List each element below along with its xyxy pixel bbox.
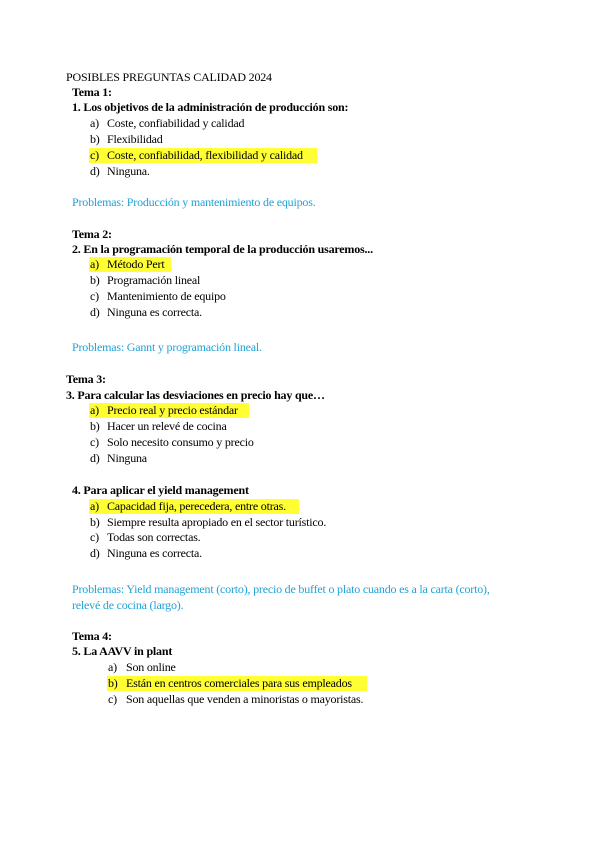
question-2: 2. En la programación temporal de la producción usaremos... <box>72 242 373 256</box>
question-5: 5. La AAVV in plant <box>72 644 173 658</box>
option-text: Siempre resulta apropiado en el sector turístico. <box>107 515 327 529</box>
option-letter: a) <box>108 660 117 674</box>
option-text: Programación lineal <box>107 273 201 287</box>
option-text: Método Pert <box>107 257 165 271</box>
option-letter: a) <box>90 116 99 130</box>
option-letter: b) <box>90 515 100 529</box>
option-letter: b) <box>90 132 100 146</box>
option-letter: d) <box>90 164 100 178</box>
option-letter: b) <box>90 273 100 287</box>
option-letter: c) <box>108 692 117 706</box>
option-letter: d) <box>90 451 100 465</box>
problems-tema-1: Problemas: Producción y mantenimiento de equipos. <box>72 195 316 209</box>
option-text: Solo necesito consumo y precio <box>107 435 254 449</box>
document-title: POSIBLES PREGUNTAS CALIDAD 2024 <box>66 70 272 84</box>
option-letter: d) <box>90 305 100 319</box>
option-letter: c) <box>90 435 99 449</box>
option-text: Coste, confiabilidad y calidad <box>107 116 245 130</box>
option-letter: c) <box>90 530 99 544</box>
question-4: 4. Para aplicar el yield management <box>72 483 249 497</box>
option-text: Ninguna es correcta. <box>107 305 202 319</box>
problems-tema-2: Problemas: Gannt y programación lineal. <box>72 340 262 354</box>
option-text: Flexibilidad <box>107 132 163 146</box>
option-text: Capacidad fija, perecedera, entre otras. <box>107 499 286 513</box>
section-heading-tema-2: Tema 2: <box>72 227 112 241</box>
section-heading-tema-4: Tema 4: <box>72 629 112 643</box>
option-text: Son aquellas que venden a minoristas o mayoristas. <box>126 692 364 706</box>
section-heading-tema-1: Tema 1: <box>72 85 112 99</box>
option-text: Ninguna. <box>107 164 150 178</box>
option-text: Son online <box>126 660 176 674</box>
option-letter: a) <box>90 499 99 513</box>
option-letter: b) <box>90 419 100 433</box>
option-text: Ninguna es correcta. <box>107 546 202 560</box>
option-text: Hacer un relevé de cocina <box>107 419 227 433</box>
option-letter: a) <box>90 257 99 271</box>
option-letter: c) <box>90 289 99 303</box>
question-1: 1. Los objetivos de la administración de producción son: <box>72 100 349 114</box>
option-text: Precio real y precio estándar <box>107 403 238 417</box>
option-text: Ninguna <box>107 451 147 465</box>
section-heading-tema-3: Tema 3: <box>66 372 106 386</box>
question-3: 3. Para calcular las desviaciones en precio hay que… <box>66 388 325 402</box>
option-letter: b) <box>108 676 118 690</box>
problems-tema-3-line-1: Problemas: Yield management (corto), precio de buffet o plato cuando es a la carta (corto), <box>72 582 490 596</box>
option-letter: a) <box>90 403 99 417</box>
option-text: Están en centros comerciales para sus empleados <box>126 676 352 690</box>
option-letter: c) <box>90 148 99 162</box>
option-text: Todas son correctas. <box>107 530 201 544</box>
problems-tema-3-line-2: relevé de cocina (largo). <box>72 598 184 612</box>
option-text: Mantenimiento de equipo <box>107 289 226 303</box>
option-letter: d) <box>90 546 100 560</box>
option-text: Coste, confiabilidad, flexibilidad y calidad <box>107 148 303 162</box>
